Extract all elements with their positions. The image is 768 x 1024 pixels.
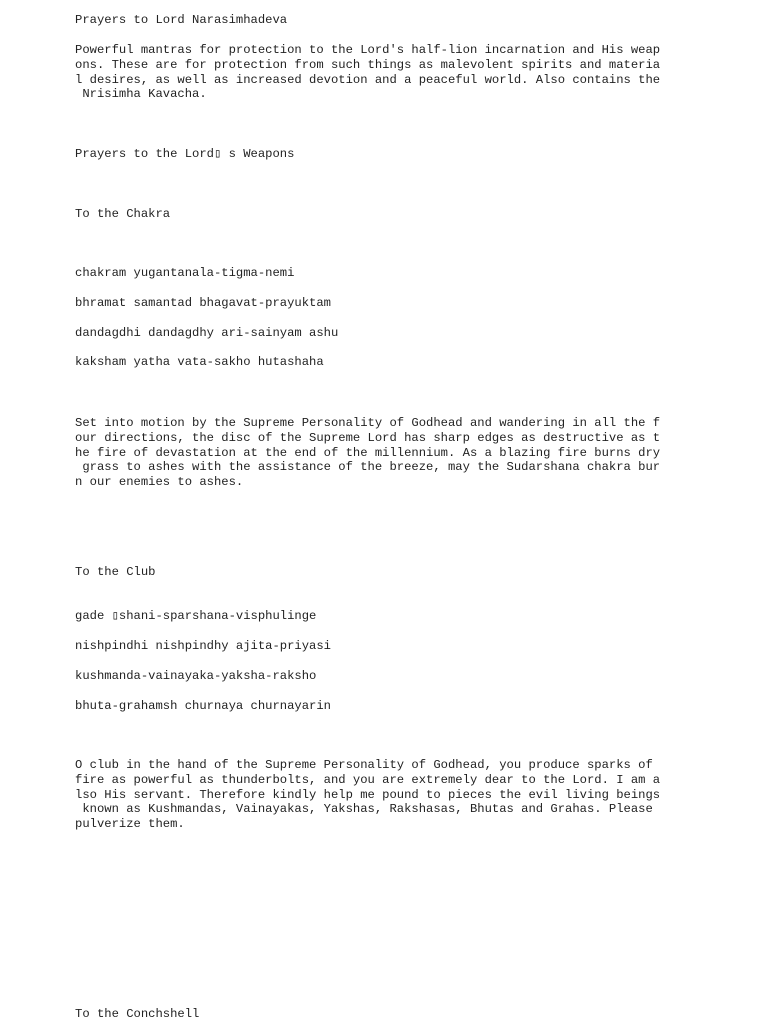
chakra-verse-line: chakram yugantanala-tigma-nemi	[75, 266, 295, 280]
conchshell-heading: To the Conchshell	[75, 1007, 200, 1021]
chakra-heading: To the Chakra	[75, 207, 171, 221]
club-verse-line: gade ▯shani-sparshana-visphulinge	[75, 609, 317, 623]
club-translation: O club in the hand of the Supreme Personality of Godhead, you produce sparks of fire as powerful as thunderbolts, and you are extremely dear to the Lord. I am a lso His servant. Therefore kindly help me pound to pieces the evil living beings known as Kushmandas, Vainayakas, Yakshas, Rakshasas, Bhutas and Grahas. Please pulverize them.	[75, 758, 661, 832]
club-heading: To the Club	[75, 565, 156, 579]
document-title: Prayers to Lord Narasimhadeva	[75, 13, 288, 27]
chakra-verse-line: dandagdhi dandagdhy ari-sainyam ashu	[75, 326, 339, 340]
club-verse-line: kushmanda-vainayaka-yaksha-raksho	[75, 669, 317, 683]
chakra-verse-line: kaksham yatha vata-sakho hutashaha	[75, 355, 324, 369]
chakra-translation: Set into motion by the Supreme Personality of Godhead and wandering in all the f our directions, the disc of the Supreme Lord has sharp edges as destructive as t he fire of devastation at the end of the millennium. As a blazing fire burns dry grass to ashes with the assistance of the breeze, may the Sudarshana chakra bur n our enemies to ashes.	[75, 416, 661, 490]
weapons-heading: Prayers to the Lord▯ s Weapons	[75, 147, 295, 161]
chakra-verse-line: bhramat samantad bhagavat-prayuktam	[75, 296, 331, 310]
intro-paragraph: Powerful mantras for protection to the Lord's half-lion incarnation and His weap ons. These are for protection from such things as malevolent spirits and materia l desires, as well as increased devotion and a peaceful world. Also contains the Nrisimha Kavacha.	[75, 43, 661, 102]
club-verse-line: nishpindhi nishpindhy ajita-priyasi	[75, 639, 331, 653]
club-verse-line: bhuta-grahamsh churnaya churnayarin	[75, 699, 331, 713]
